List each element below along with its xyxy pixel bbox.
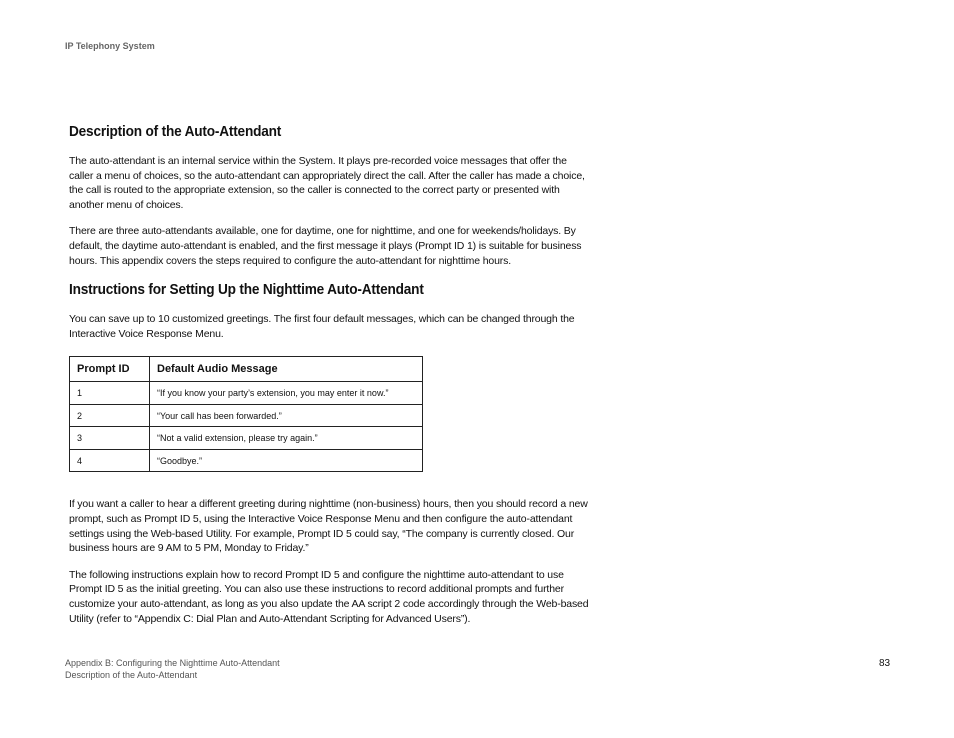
table-row: [70, 404, 423, 427]
table-row: [70, 427, 423, 450]
running-header: IP Telephony System: [65, 41, 155, 51]
column-header-default-audio-message: Default Audio Message: [150, 357, 423, 382]
section-heading-instructions: Instructions for Setting Up the Nighttime Auto-Attendant: [69, 282, 424, 299]
paragraph: The following instructions explain how to record Prompt ID 5 and configure the nighttime auto-attendant to use Prompt ID 5 as the initial greeting. You can also use these instructions to record additional prompts and further customize your auto-attendant, as long as you also update the AA script 2 code accordingly through the Web-based Utility (refer to “Appendix C: Dial Plan and Auto-Attendant Scripting for Advanced Users”).: [69, 568, 589, 625]
audio-message-cell: “Your call has been forwarded.”: [150, 404, 423, 427]
paragraph: There are three auto-attendants available, one for daytime, one for nighttime, and one for weekends/holidays. By default, the daytime auto-attendant is enabled, and the first message it plays (Prompt ID 1) is suitable for business hours. This appendix covers the steps required to configure the auto-attendant for nighttime hours.: [69, 225, 582, 267]
paragraph: The auto-attendant is an internal service within the System. It plays pre-recorded voice messages that offer the caller a menu of choices, so the auto-attendant can appropriately direct the call. After the caller has made a choice, the call is routed to the appropriate extension, so the caller is connected to the correct party or presented with another menu of choices.: [69, 155, 585, 211]
footer-chapter: Appendix B: Configuring the Nighttime Auto-Attendant: [65, 658, 280, 668]
column-header-prompt-id: Prompt ID: [70, 357, 150, 382]
table-row: [70, 449, 423, 472]
prompt-id-cell: 1: [70, 382, 150, 405]
audio-message-cell: “Goodbye.”: [150, 449, 423, 472]
audio-message-cell: “Not a valid extension, please try again.”: [150, 427, 423, 450]
page-number: 83: [879, 658, 891, 669]
page-content: [69, 124, 591, 638]
audio-message-cell: “If you know your party’s extension, you may enter it now.”: [150, 382, 423, 405]
table-header-row: [70, 357, 423, 382]
footer-breadcrumb: [65, 657, 280, 681]
table-row: [70, 382, 423, 405]
paragraph: If you want a caller to hear a different greeting during nighttime (non-business) hours, then you should record a new prompt, such as Prompt ID 5, using the Interactive Voice Response Menu and then configure the auto-attendant settings using the Web-based Utility. For example, Prompt ID 5 could say, “The company is currently closed. Our business hours are 9 AM to 5 PM, Monday to Friday.”: [69, 498, 588, 555]
prompt-id-cell: 2: [70, 404, 150, 427]
prompt-id-cell: 3: [70, 427, 150, 450]
prompt-id-cell: 4: [70, 449, 150, 472]
section-heading-description: Description of the Auto-Attendant: [69, 124, 282, 140]
paragraph: You can save up to 10 customized greetings. The first four default messages, which can be changed through the Interactive Voice Response Menu.: [69, 313, 575, 340]
prompt-table: [69, 356, 423, 472]
footer-section: Description of the Auto-Attendant: [65, 670, 198, 680]
